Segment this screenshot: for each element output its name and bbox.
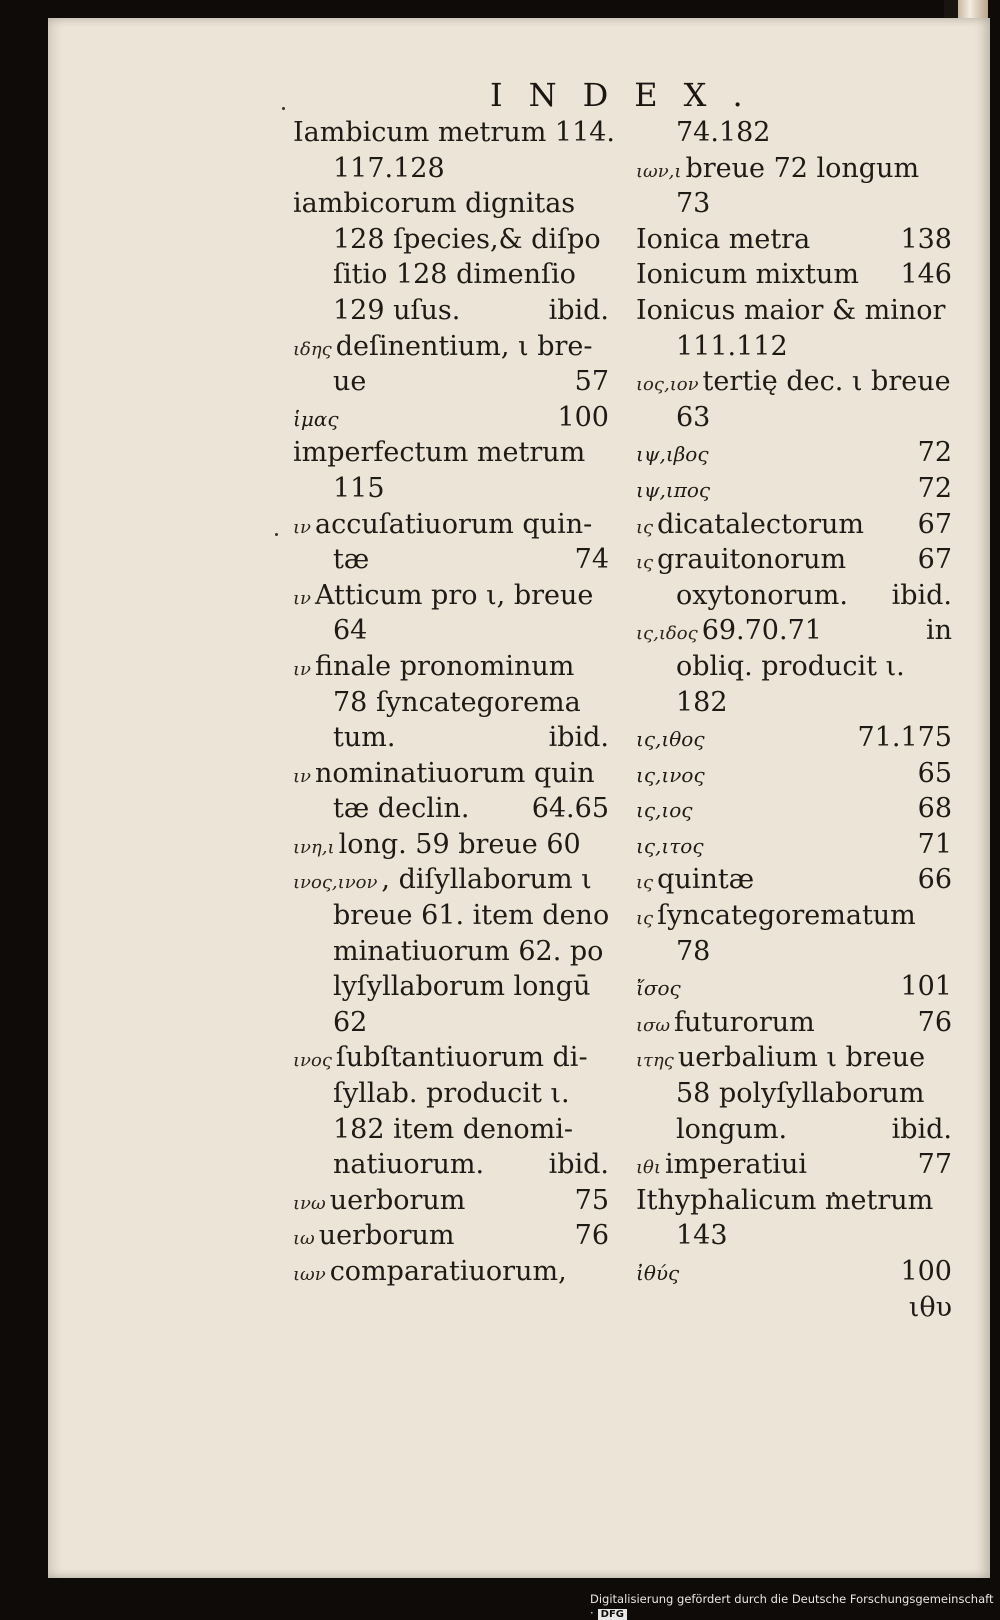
index-entry	[293, 578, 609, 614]
page-ref: 77	[917, 1149, 952, 1181]
page-ref: 138	[900, 223, 952, 255]
entry-main	[636, 1147, 807, 1183]
entry-main	[293, 756, 595, 792]
greek-headword: ις	[636, 872, 654, 894]
entry-text: Ithyphalicum metrum	[636, 1184, 934, 1216]
index-entry	[636, 222, 952, 258]
index-entry	[636, 1112, 952, 1148]
entry-main	[293, 329, 593, 365]
entry-main	[636, 507, 864, 543]
entry-main	[676, 649, 905, 685]
index-entry	[293, 186, 609, 222]
entry-main	[333, 934, 603, 970]
index-entry	[636, 1076, 952, 1112]
entry-text: uerborum	[329, 1184, 466, 1216]
page-ref: 72	[917, 472, 952, 504]
index-entry	[636, 364, 952, 400]
entry-text: breue 72 longum	[685, 152, 920, 184]
greek-headword: ις,ιδος	[636, 623, 698, 645]
page-ref: 72	[917, 437, 952, 469]
entry-text: uerborum	[318, 1220, 455, 1252]
entry-text: nominatiuorum quin	[315, 757, 595, 789]
page-ref: ibid.	[891, 579, 952, 611]
entry-main	[676, 1218, 728, 1254]
entry-text: 129 uſus.	[333, 294, 461, 326]
index-entry	[293, 435, 609, 471]
greek-headword: ιν	[293, 587, 311, 609]
entry-main	[333, 293, 460, 329]
index-entry	[293, 507, 609, 543]
entry-text: tertię dec. ι breue	[702, 366, 951, 398]
entry-text: iambicorum dignitas	[293, 188, 576, 220]
index-entry	[293, 542, 609, 578]
entry-main	[333, 898, 609, 934]
greek-headword: ιδης	[293, 338, 332, 360]
index-entry	[293, 293, 609, 329]
page-ref: 146	[900, 259, 952, 291]
index-entry	[293, 329, 609, 365]
greek-headword: ιν	[293, 658, 311, 680]
index-entry	[293, 756, 609, 792]
greek-headword: ινος,ινον	[293, 872, 378, 894]
entry-text: 143	[676, 1220, 728, 1252]
entry-main	[636, 435, 709, 471]
page-ref: 100	[900, 1256, 952, 1287]
entry-text: 128 ſpecies,& diſpo	[333, 223, 601, 255]
index-entry	[293, 257, 609, 293]
greek-headword: ἴσος	[636, 976, 681, 1001]
entry-text: finale pronominum	[315, 650, 575, 682]
greek-headword: ιψ,ιβος	[636, 442, 709, 467]
page-ref: 76	[574, 1220, 609, 1252]
entry-main	[333, 613, 367, 649]
entry-text: ſitio 128 dimenſio	[333, 259, 576, 291]
page-ref: ibid.	[548, 294, 609, 326]
greek-headword: ἰθύς	[636, 1261, 680, 1285]
index-entry	[293, 1076, 609, 1112]
ink-mark	[282, 107, 285, 110]
index-entry	[293, 400, 609, 436]
entry-main	[333, 1147, 484, 1183]
greek-headword: ις,ιος	[636, 798, 693, 823]
index-entry	[636, 471, 952, 507]
entry-text: futurorum	[674, 1006, 815, 1038]
entry-main	[333, 1076, 570, 1112]
entry-text: grauitonorum	[657, 544, 847, 576]
entry-main	[333, 1005, 367, 1041]
entry-text: 74.182	[676, 117, 771, 148]
entry-text: , diſyllaborum ι	[381, 864, 592, 896]
entry-text: Ionica metra	[636, 223, 811, 255]
index-entry	[636, 151, 952, 187]
entry-main	[293, 578, 593, 614]
entry-main	[676, 685, 728, 721]
entry-main	[333, 222, 601, 258]
entry-text: Atticum pro ι, breue	[315, 579, 594, 611]
greek-headword: ιων,ι	[636, 160, 682, 182]
index-entry	[293, 969, 609, 1005]
page-ref: 100	[557, 401, 609, 433]
index-entry	[636, 329, 952, 365]
entry-text: ue	[333, 366, 367, 398]
page-ref: 101	[900, 971, 952, 1003]
entry-text: longum.	[676, 1113, 788, 1145]
index-entry	[293, 364, 609, 400]
entry-text: natiuorum.	[333, 1149, 485, 1181]
index-entry	[636, 1290, 952, 1326]
entry-main	[636, 898, 916, 934]
index-entry	[636, 934, 952, 970]
entry-main	[293, 1254, 567, 1290]
page-ref: 68	[917, 793, 952, 825]
entry-main	[636, 756, 705, 792]
greek-headword: ἱμας	[293, 406, 339, 431]
index-entry	[636, 542, 952, 578]
entry-main	[333, 720, 395, 756]
ink-mark	[275, 533, 278, 536]
dfg-logo: DFG	[598, 1609, 627, 1620]
entry-main	[676, 400, 710, 436]
entry-main	[293, 435, 585, 471]
greek-headword: ιν	[293, 516, 311, 538]
entry-main	[636, 1005, 815, 1041]
entry-text: 58 polyſyllaborum	[676, 1078, 925, 1110]
index-entry	[636, 969, 952, 1005]
index-entry	[636, 1147, 952, 1183]
entry-main	[636, 1183, 933, 1219]
entry-main	[636, 969, 681, 1005]
index-entry	[636, 293, 952, 329]
index-entry	[293, 1218, 609, 1254]
index-entry	[293, 649, 609, 685]
page-ref: 64.65	[531, 793, 609, 825]
page-ref: 76	[917, 1006, 952, 1038]
entry-main	[333, 471, 385, 507]
entry-main	[293, 649, 574, 685]
entry-text: tæ declin.	[333, 793, 470, 825]
page-ref: 66	[917, 864, 952, 896]
greek-headword: ινος	[293, 1050, 332, 1072]
entry-main	[676, 1076, 924, 1112]
entry-text: ſyncategorematum	[657, 900, 916, 932]
index-entry	[293, 862, 609, 898]
footer-text: Digitalisierung gefördert durch die Deutsche Forschungsgemeinschaft ·	[590, 1592, 994, 1620]
entry-text: imperatiui	[664, 1149, 807, 1181]
greek-headword: ιων	[293, 1264, 326, 1285]
index-entry	[636, 649, 952, 685]
entry-text: Ionicum mixtum	[636, 259, 859, 291]
entry-main	[676, 578, 848, 614]
index-entry	[636, 756, 952, 792]
index-entry	[293, 1254, 609, 1290]
entry-main	[333, 1112, 573, 1148]
entry-text: uerbalium ι breue	[677, 1042, 926, 1074]
left-index-column	[293, 115, 616, 1290]
page-ref: ibid.	[891, 1113, 952, 1145]
entry-main	[636, 613, 822, 649]
entry-main	[293, 1183, 465, 1219]
entry-main	[636, 862, 754, 898]
entry-main	[636, 151, 919, 187]
greek-headword: ινη,ι	[293, 836, 335, 858]
entry-main	[636, 257, 859, 293]
entry-text: 64	[333, 615, 368, 647]
index-entry	[636, 435, 952, 471]
entry-main	[636, 1040, 925, 1076]
index-entry	[293, 934, 609, 970]
index-entry	[293, 685, 609, 721]
entry-text: comparatiuorum,	[329, 1256, 567, 1287]
page-ref: ibid.	[548, 1149, 609, 1181]
greek-headword: ισω	[636, 1014, 671, 1036]
index-entry	[636, 400, 952, 436]
index-entry	[636, 827, 952, 863]
entry-text: Ionicus maior & minor	[636, 294, 946, 326]
index-entry	[636, 720, 952, 756]
index-entry	[636, 1183, 952, 1219]
entry-main	[676, 186, 710, 222]
greek-headword: ιθι	[636, 1157, 661, 1179]
entry-text: accuſatiuorum quin-	[315, 508, 593, 540]
entry-text: 63	[676, 401, 711, 433]
entry-text: 62	[333, 1006, 368, 1038]
right-index-column	[636, 115, 952, 1325]
entry-text: tæ	[333, 544, 370, 576]
index-entry	[636, 578, 952, 614]
entry-text: tum.	[333, 722, 396, 754]
index-entry	[293, 898, 609, 934]
entry-main	[333, 257, 576, 293]
index-entry	[293, 471, 609, 507]
index-entry	[293, 151, 609, 187]
entry-main	[333, 969, 590, 1005]
index-entry	[636, 1218, 952, 1254]
entry-main	[293, 115, 615, 151]
greek-headword: ις,ιτος	[636, 833, 704, 858]
greek-headword: ιψ,ιπος	[636, 477, 711, 502]
page-header: INDEX.	[490, 76, 769, 114]
index-entry	[636, 1254, 952, 1290]
index-entry	[293, 1147, 609, 1183]
entry-main	[293, 186, 575, 222]
index-entry	[293, 791, 609, 827]
page-ref: 75	[574, 1184, 609, 1216]
entry-text: quintæ	[657, 864, 755, 896]
entry-main	[636, 542, 846, 578]
entry-text: 69.70.71	[701, 615, 822, 647]
greek-headword: ιω	[293, 1228, 315, 1250]
entry-main	[636, 827, 704, 863]
greek-headword: ις	[636, 908, 654, 930]
entry-main	[293, 507, 592, 543]
entry-text: imperfectum metrum	[293, 437, 586, 469]
entry-main	[333, 791, 469, 827]
entry-text: obliq. producit ι.	[676, 650, 905, 682]
page-ref: in	[925, 615, 952, 647]
page-ref: 67	[917, 508, 952, 540]
entry-text: 73	[676, 188, 711, 220]
index-entry	[293, 1040, 609, 1076]
page-ref: 65	[917, 757, 952, 789]
greek-headword: ινω	[293, 1192, 326, 1214]
entry-text: minatiuorum 62. po	[333, 935, 604, 967]
index-entry	[293, 1183, 609, 1219]
entry-text: 111.112	[676, 330, 788, 362]
entry-main	[333, 364, 366, 400]
entry-text: 182 item denomi-	[333, 1113, 574, 1145]
page-ref: 57	[574, 366, 609, 398]
entry-text: oxytonorum.	[676, 579, 848, 611]
entry-text: 78	[676, 935, 711, 967]
entry-text: long. 59 breue 60	[338, 828, 581, 860]
entry-main	[636, 293, 945, 329]
greek-headword: ις	[636, 552, 654, 574]
entry-main	[333, 542, 369, 578]
index-entry	[293, 827, 609, 863]
page-ref: 67	[917, 544, 952, 576]
entry-main	[636, 1254, 679, 1290]
entry-main	[636, 364, 951, 400]
entry-text: breue 61. item deno	[333, 900, 610, 932]
entry-main	[636, 720, 705, 756]
index-entry	[636, 115, 952, 151]
entry-text: ſyllab. producit ι.	[333, 1078, 570, 1110]
index-entry	[293, 1112, 609, 1148]
page-ref: ibid.	[548, 722, 609, 754]
entry-main	[636, 222, 810, 258]
entry-text: ſubſtantiuorum di-	[335, 1042, 588, 1074]
entry-main	[636, 471, 710, 507]
greek-headword: ιτης	[636, 1050, 674, 1072]
entry-text: Iambicum metrum 114.	[293, 117, 616, 148]
index-entry	[636, 507, 952, 543]
greek-headword: ις,ινος	[636, 762, 705, 787]
greek-headword: ιν	[293, 765, 311, 787]
entry-main	[333, 685, 581, 721]
page-ref: 74	[574, 544, 609, 576]
entry-main	[293, 827, 581, 863]
index-entry	[293, 1005, 609, 1041]
entry-text: deſinentium, ι bre-	[335, 330, 593, 362]
page-ref: ιθυ	[908, 1291, 952, 1323]
index-entry	[636, 791, 952, 827]
entry-main	[333, 151, 445, 187]
page-ref: 71.175	[857, 722, 952, 754]
page-ref: 71	[917, 828, 952, 860]
index-entry	[636, 613, 952, 649]
entry-text: 182	[676, 686, 728, 718]
entry-main	[293, 400, 339, 436]
index-entry	[636, 1005, 952, 1041]
index-entry	[293, 222, 609, 258]
entry-main	[676, 329, 788, 365]
entry-main	[293, 862, 592, 898]
index-entry	[636, 186, 952, 222]
entry-main	[676, 115, 770, 151]
greek-headword: ις,ιθος	[636, 727, 705, 752]
entry-main	[293, 1218, 454, 1254]
greek-headword: ιος,ιον	[636, 374, 699, 396]
greek-headword: ις	[636, 516, 654, 538]
entry-main	[676, 1112, 787, 1148]
index-entry	[636, 898, 952, 934]
entry-main	[676, 934, 710, 970]
index-entry	[636, 685, 952, 721]
index-entry	[293, 613, 609, 649]
entry-text: dicatalectorum	[657, 508, 864, 540]
entry-main	[636, 791, 692, 827]
entry-text: 115	[333, 472, 385, 504]
index-entry	[636, 257, 952, 293]
index-entry	[636, 1040, 952, 1076]
digitization-footer	[590, 1592, 1000, 1620]
index-entry	[293, 720, 609, 756]
index-entry	[636, 862, 952, 898]
entry-text: lyſyllaborum longū	[333, 971, 591, 1003]
entry-main	[293, 1040, 588, 1076]
entry-text: 117.128	[333, 152, 445, 184]
entry-text: 78 ſyncategorema	[333, 686, 581, 718]
index-entry	[293, 115, 616, 151]
